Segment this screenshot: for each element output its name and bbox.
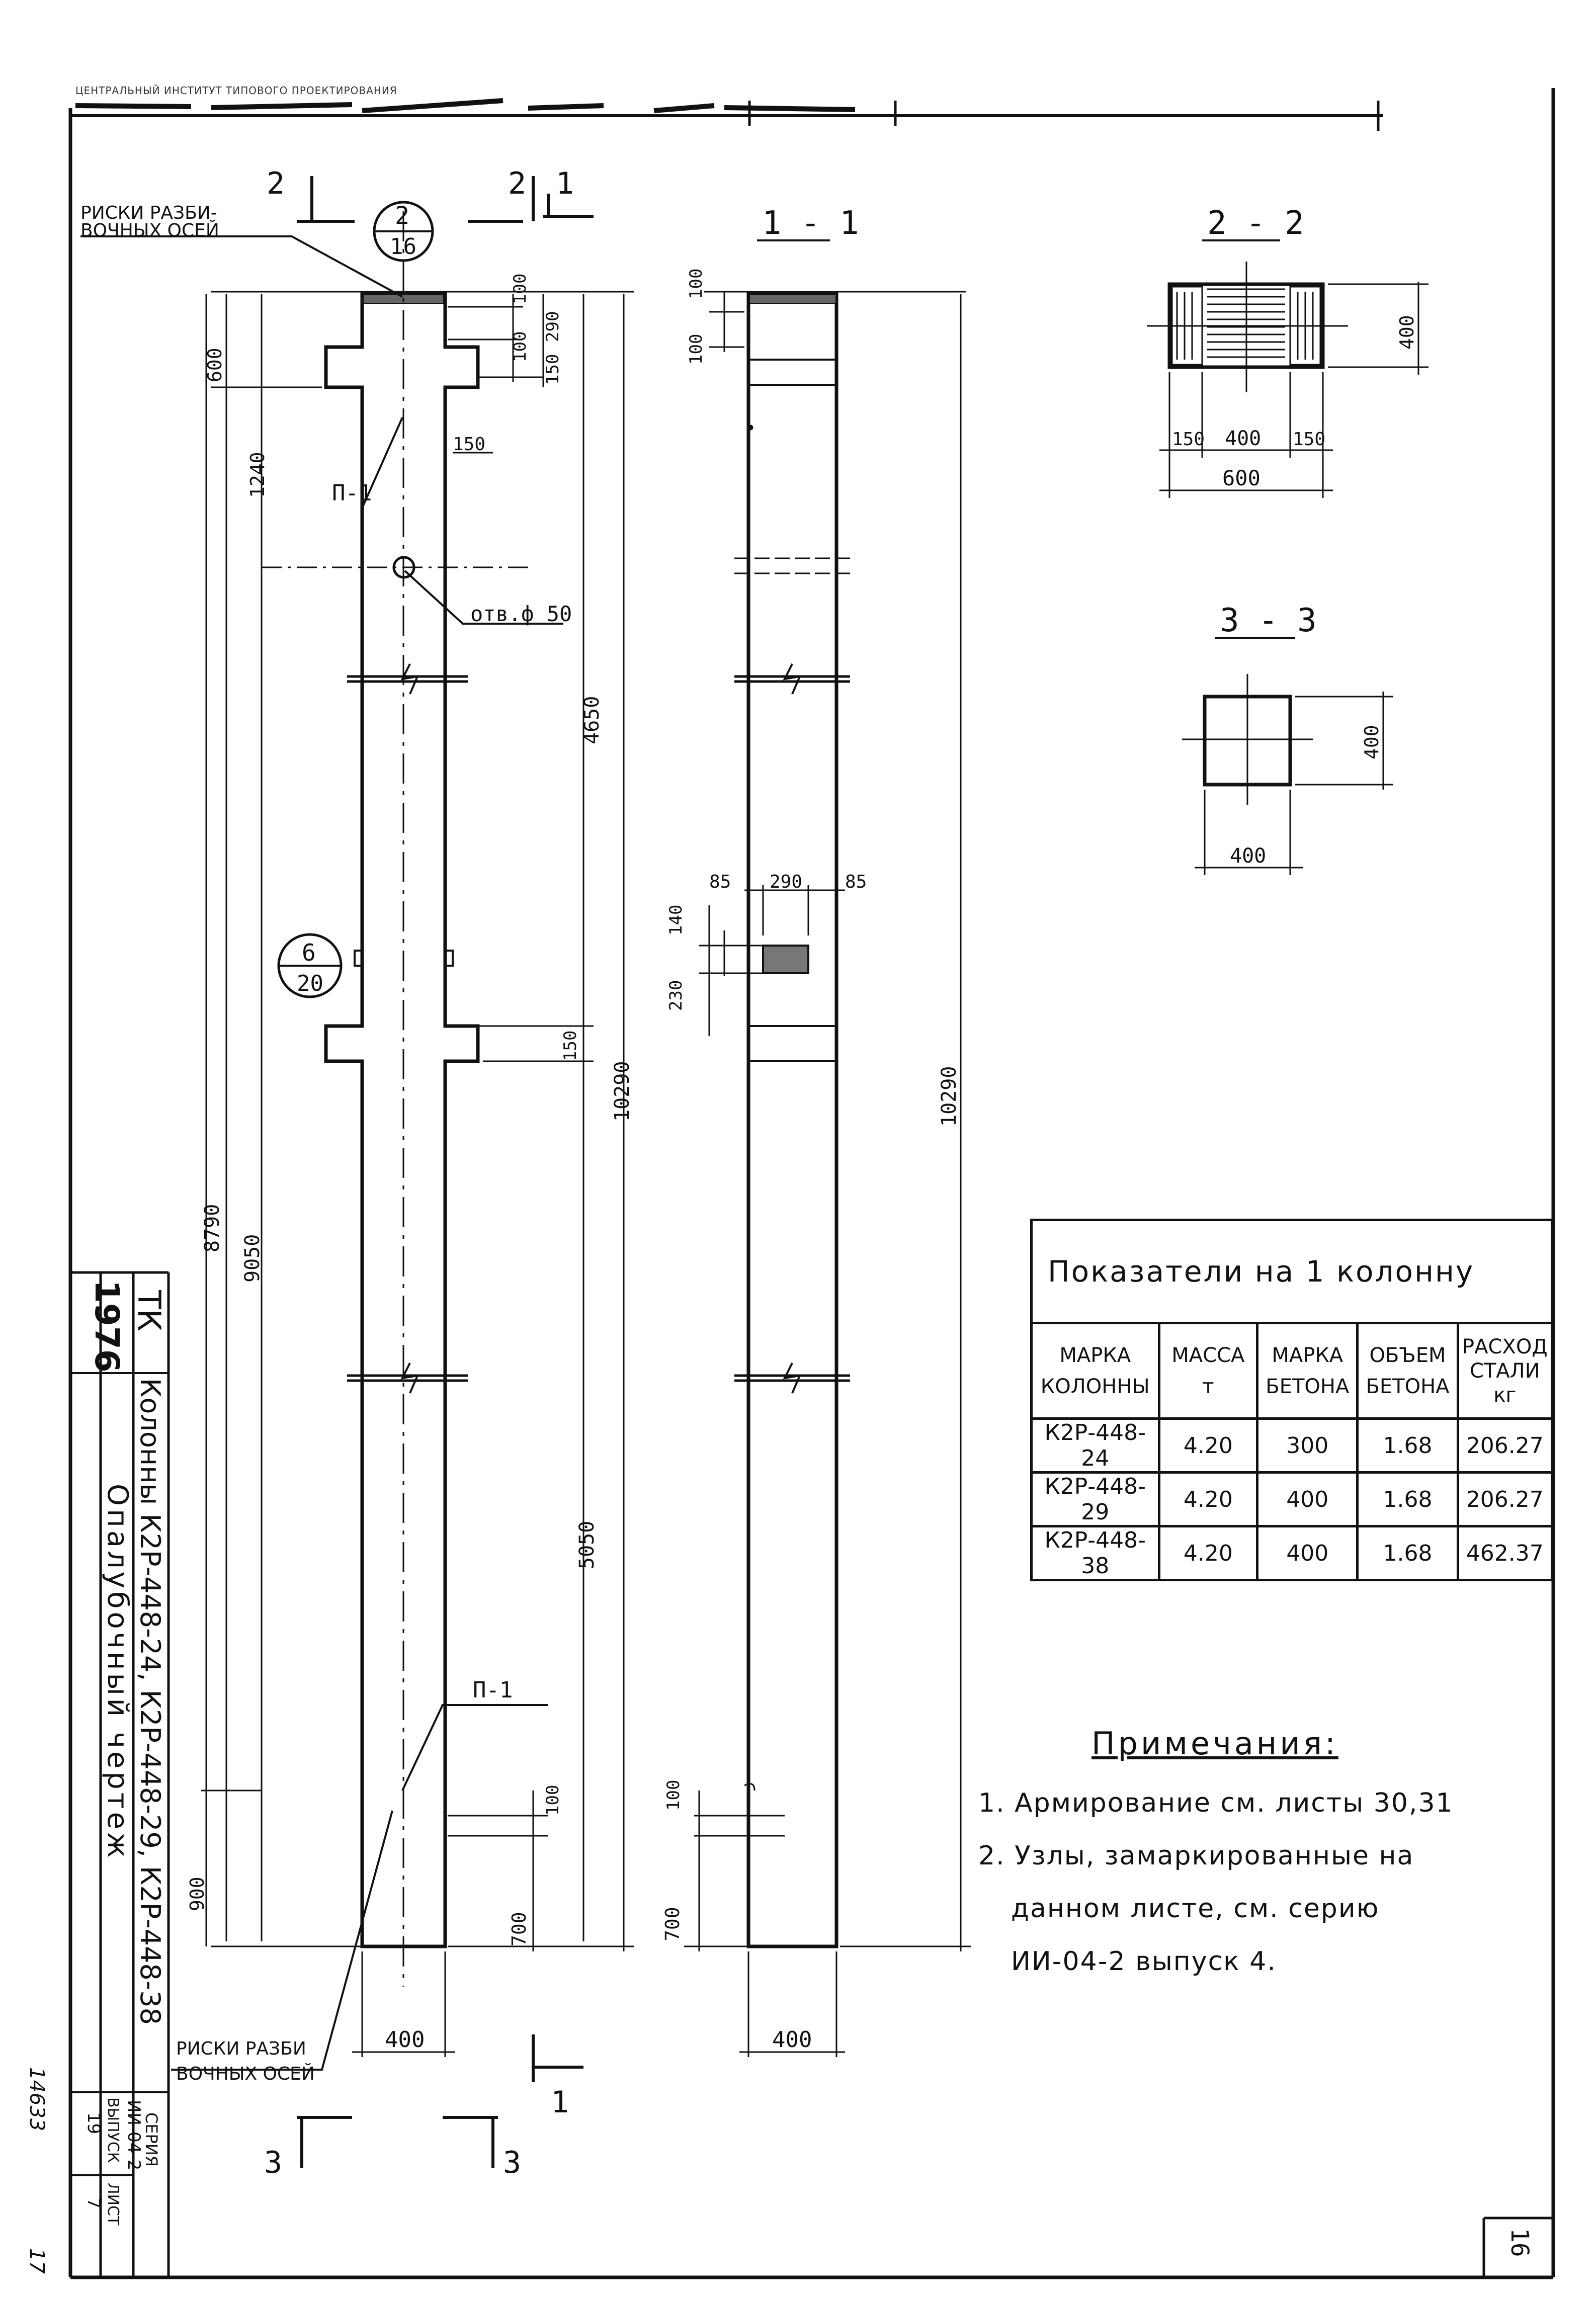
notes-title: Примечания: — [1091, 1725, 1338, 1762]
indicators-table — [1030, 1219, 1553, 1581]
s22-dim-150b: 150 — [1293, 429, 1326, 450]
s11-dim-290: 290 — [770, 872, 803, 892]
s11-dim-100b: 100 — [686, 333, 706, 365]
sheet-frame — [70, 88, 1553, 2277]
table-header-line: БЕТОНА — [1366, 1375, 1450, 1398]
section-3-3-view — [1182, 674, 1393, 875]
table-header-line: МАРКА — [1272, 1343, 1343, 1367]
dim-290: 290 — [543, 311, 563, 342]
marks-top-line2: ВОЧНЫХ ОСЕЙ — [80, 220, 219, 241]
section-2-2-view — [1147, 262, 1429, 498]
table-header-line: БЕТОНА — [1266, 1375, 1350, 1398]
dim-9050: 9050 — [241, 1234, 264, 1283]
node-2-16-num: 2 — [395, 202, 409, 230]
table-cell: К2Р-448-29 — [1032, 1473, 1159, 1526]
stamp-sheet-label: ЛИСТ — [104, 2183, 122, 2226]
header-text: ЦЕНТРАЛЬНЫЙ ИНСТИТУТ ТИПОВОГО ПРОЕКТИРОВАНИЯ — [75, 84, 397, 97]
table-cell: 300 — [1257, 1419, 1358, 1473]
stamp-series-label: СЕРИЯ — [142, 2112, 161, 2167]
table-header-line: т — [1202, 1375, 1214, 1398]
stamp-issue-label: ВЫПУСК — [104, 2097, 122, 2163]
note-1: 1. Армирование см. листы 30,31 — [978, 1788, 1454, 1818]
marks-top-line1: РИСКИ РАЗБИ- — [80, 203, 217, 223]
node-6-20-sheet: 20 — [297, 971, 323, 996]
dim-10290: 10290 — [611, 1061, 634, 1122]
p1-bottom-label: П-1 — [473, 1677, 513, 1703]
s11-dim-85b: 85 — [845, 872, 867, 892]
table-header-row — [1032, 1323, 1552, 1419]
dim-400-elev: 400 — [385, 2027, 425, 2053]
table-cell: 4.20 — [1159, 1526, 1257, 1580]
node-2-16-sheet: 16 — [390, 234, 416, 260]
table-row — [1032, 1526, 1552, 1580]
section-mark-3-left: 3 — [264, 2145, 283, 2180]
s33-dim-400: 400 — [1230, 844, 1267, 868]
marks-bottom-line1: РИСКИ РАЗБИ — [176, 2038, 306, 2059]
section-2-2-title: 2 - 2 — [1207, 205, 1304, 242]
dim-600: 600 — [204, 348, 226, 382]
s11-dim-100c: 100 — [663, 1779, 684, 1811]
header-scribble — [75, 101, 895, 126]
s11-dim-700: 700 — [661, 1907, 684, 1941]
table-header-line: ОБЪЕМ — [1369, 1343, 1446, 1367]
dim-5050: 5050 — [575, 1520, 599, 1569]
note-2c: ИИ-04-2 выпуск 4. — [1011, 1946, 1277, 1977]
section-mark-2-right: 2 — [508, 166, 527, 201]
s11-dim-230: 230 — [666, 980, 686, 1011]
stamp-issue-value: 19 — [83, 2112, 104, 2135]
table-cell: 1.68 — [1358, 1473, 1458, 1526]
dim-100a: 100 — [510, 273, 530, 304]
section-mark-2-left: 2 — [267, 166, 285, 201]
table-header-cell — [1358, 1323, 1458, 1419]
table-cell: 4.20 — [1159, 1473, 1257, 1526]
table-header-line: кг — [1493, 1383, 1517, 1407]
table-header-cell — [1159, 1323, 1257, 1419]
stamp-title2: Опалубочный чертеж — [101, 1484, 134, 1861]
section-mark-3-right: 3 — [503, 2145, 522, 2180]
section-1-1-view — [684, 292, 971, 2057]
table-cell: 206.27 — [1458, 1419, 1552, 1473]
s11-dim-100a: 100 — [686, 268, 706, 299]
dim-1240: 1240 — [246, 452, 269, 498]
s11-dim-10290: 10290 — [938, 1066, 961, 1127]
note-2a: 2. Узлы, замаркированные на — [978, 1841, 1414, 1871]
table-cell: 400 — [1257, 1473, 1358, 1526]
table-header-line: МАССА — [1171, 1343, 1245, 1367]
stamp-year: 1976 — [88, 1280, 126, 1373]
table-row — [1032, 1419, 1552, 1473]
stamp-org: ТК — [131, 1290, 167, 1331]
table-cell: К2Р-448-38 — [1032, 1526, 1159, 1580]
s33-dim-h400: 400 — [1361, 725, 1383, 759]
table-cell: 462.37 — [1458, 1526, 1552, 1580]
elevation-rotated-dims — [186, 274, 634, 1946]
table-header-cell — [1257, 1323, 1358, 1419]
table-header-line: СТАЛИ — [1469, 1359, 1540, 1383]
section-mark-1-top: 1 — [556, 166, 574, 201]
table-title: Показатели на 1 колонну — [1032, 1220, 1552, 1323]
s11-dim-140: 140 — [666, 904, 686, 935]
marks-bottom-line2: ВОЧНЫХ ОСЕЙ — [176, 2064, 315, 2084]
dim-100c: 100 — [543, 1784, 563, 1816]
section-3-3-labels — [1215, 602, 1383, 868]
stamp-series-value: ИИ-04-2 — [124, 2100, 144, 2171]
stamp-title1: Колонны К2Р-448-24, К2Р-448-29, К2Р-448-38 — [134, 1378, 166, 2025]
margin-code: 14633 — [25, 2067, 48, 2132]
stamp-sheet-value: 7 — [83, 2198, 104, 2209]
section-1-1-labels — [661, 205, 961, 2053]
page-number: 16 — [1505, 2228, 1534, 2257]
table-cell: 206.27 — [1458, 1473, 1552, 1526]
dim-150-top: 150 — [453, 434, 486, 455]
table-header-line: КОЛОННЫ — [1040, 1375, 1150, 1398]
node-6-20-num: 6 — [302, 939, 316, 966]
hole-label: отв.ф 50 — [470, 602, 572, 626]
margin-mark: 17 — [25, 2248, 48, 2274]
dim-900: 900 — [186, 1877, 208, 1911]
table-row — [1032, 1473, 1552, 1526]
dim-8790: 8790 — [201, 1204, 224, 1252]
s22-dim-600: 600 — [1222, 466, 1261, 490]
s22-dim-400: 400 — [1225, 427, 1262, 450]
s22-dim-150a: 150 — [1172, 429, 1205, 450]
p1-top-label: П-1 — [332, 480, 372, 506]
dim-700: 700 — [508, 1912, 530, 1946]
table-cell: 1.68 — [1358, 1526, 1458, 1580]
table-cell: К2Р-448-24 — [1032, 1419, 1159, 1473]
section-3-3-title: 3 - 3 — [1220, 602, 1317, 639]
s11-dim-400: 400 — [772, 2027, 812, 2053]
table-cell: 1.68 — [1358, 1419, 1458, 1473]
note-2b: данном листе, см. серию — [1011, 1894, 1380, 1924]
table-cell: 400 — [1257, 1526, 1358, 1580]
table-header-line: РАСХОД — [1462, 1335, 1548, 1358]
table-header-cell — [1458, 1323, 1552, 1419]
s11-dim-85a: 85 — [709, 872, 731, 892]
dim-150a: 150 — [543, 354, 563, 385]
table-cell: 4.20 — [1159, 1419, 1257, 1473]
table-header-line: МАРКА — [1059, 1343, 1131, 1367]
dim-4650: 4650 — [580, 696, 604, 744]
section-1-1-title: 1 - 1 — [762, 205, 859, 242]
section-mark-1-bottom: 1 — [551, 2085, 569, 2120]
dim-150c: 150 — [560, 1030, 580, 1061]
s22-dim-h400: 400 — [1396, 315, 1418, 350]
table-header-cell — [1032, 1323, 1159, 1419]
dim-100b: 100 — [510, 331, 530, 362]
section-2-2-labels — [1172, 205, 1418, 490]
